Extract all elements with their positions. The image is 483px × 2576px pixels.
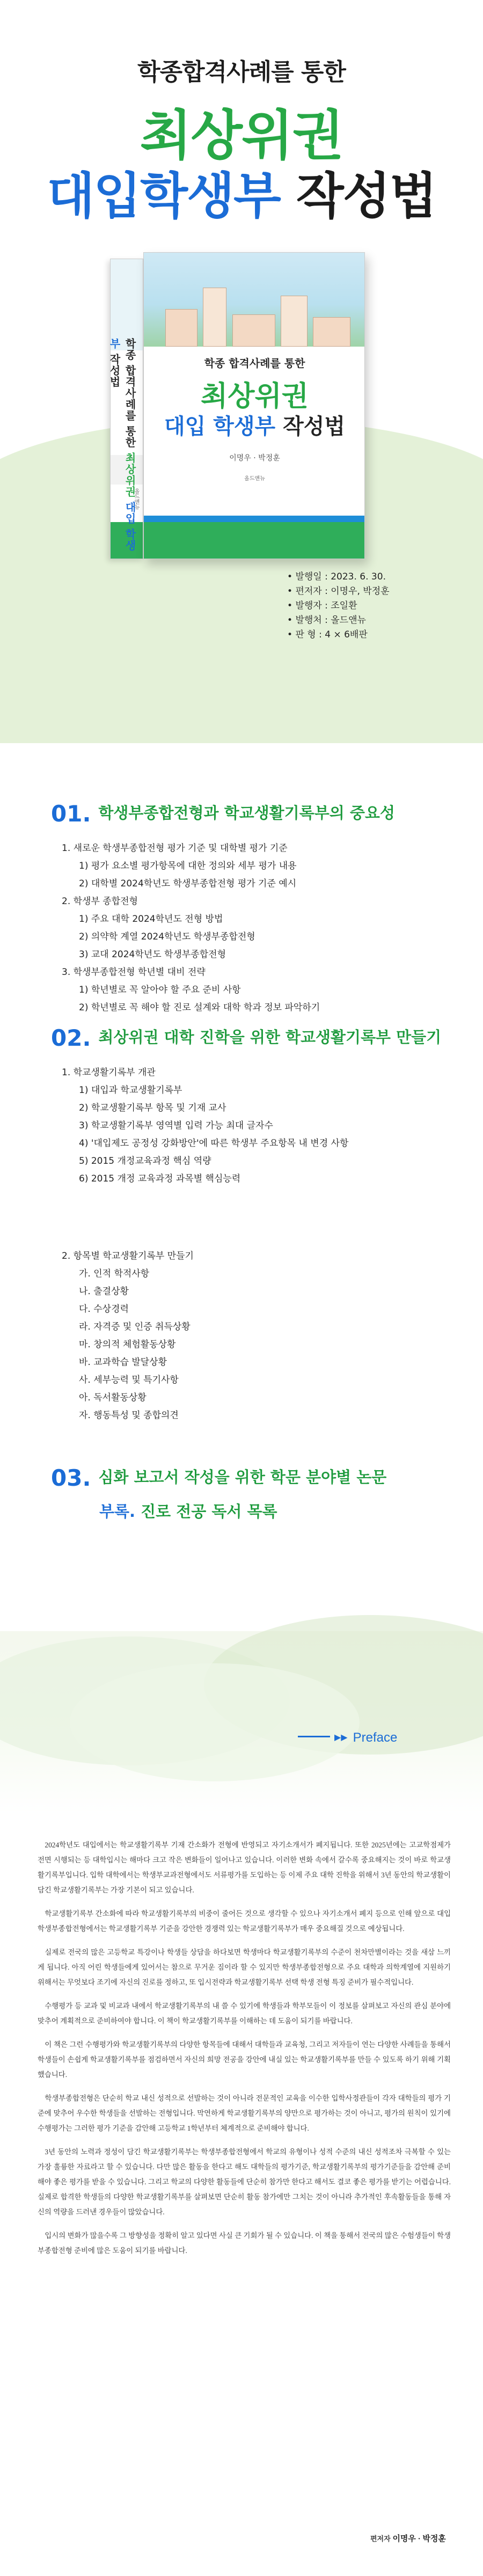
preface-paragraph: 입시의 변화가 많을수록 그 방향성을 정확히 알고 있다면 사실 큰 기회가 될 수 있습니다. 이 책을 통해서 전국의 많은 수험생들이 학생부종합전형 준비에 많은 도움이 되기를 바랍니다.: [38, 2232, 451, 2255]
hero-title-line2: [0, 157, 483, 227]
info-publisher: • 발행처 : 올드앤뉴: [287, 613, 390, 628]
appendix-title: 진로 전공 독서 목록: [141, 1502, 277, 1521]
hero-section: [0, 0, 483, 743]
book-image: [110, 252, 365, 553]
toc-item: 3. 학생부종합전형 학년별 대비 전략: [62, 967, 206, 978]
toc-item: 다. 수상경력: [79, 1304, 129, 1315]
spine-title-dark: 작성법: [108, 353, 121, 387]
preface-paragraph: 학생부종합전형은 단순히 학교 내신 성적으로 선발하는 것이 아니라 전문적인 교육을 이수한 입학사정관들이 각자 대학들의 평가 기준에 맞추어 우수한 학생들을 선발하는 전형입니다. 막연하게 학교생활기록부의 양만으로 평가하는 것이 아니고, 평가의 원칙이 있기에 수행평가는 그러한 평가 기준을 감안해 고등학교 1학년부터 체계적으로 준비해야 합니다.: [38, 2094, 451, 2132]
toc-item: 2. 항목별 학교생활기록부 만들기: [62, 1251, 194, 1261]
toc-section-1-heading: [51, 801, 395, 827]
toc-item: 사. 세부능력 및 특기사항: [79, 1375, 179, 1385]
toc-item: 라. 자격증 및 인증 취득상황: [79, 1322, 191, 1332]
toc-item: 아. 독서활동상황: [79, 1392, 147, 1403]
arrow-icon: ▶▶: [334, 1733, 348, 1742]
book-info-list: [287, 570, 390, 642]
preface-paragraph: 이 책은 그런 수행평가와 학교생활기록부의 다양한 항목들에 대해서 대학들과 교육청, 그리고 저자들이 연는 다양한 사례들을 통해서 학생들이 손쉽게 학교생활기록부를 점검하면서 자신의 희망 전공을 강안에 내실 있는 학교생활기록부를 만들 수 있도록 하기 위해 기획했습니다.: [38, 2041, 451, 2079]
spine-title-green: 최상위권: [123, 452, 136, 497]
cover-authors: 이명우 · 박정훈: [229, 454, 280, 463]
cover-illustration: [144, 253, 365, 347]
toc-item: 2) 대학별 2024학년도 학생부종합전형 평가 기준 예시: [79, 878, 297, 889]
toc-section-1-list: [62, 840, 320, 1017]
toc-item: 2) 학교생활기록부 항목 및 기재 교사: [79, 1103, 226, 1113]
cover-title-line1: 최상위권: [201, 380, 309, 413]
toc-item: 바. 교과학습 발달상황: [79, 1357, 167, 1368]
toc-item: 2) 의약학 계열 2024학년도 학생부종합전형: [79, 931, 255, 942]
toc-item: 6) 2015 개정 교육과정 과목별 핵심능력: [79, 1173, 241, 1184]
section-number: 01.: [51, 801, 91, 827]
toc-appendix-heading: [99, 1500, 277, 1522]
preface-paragraph: 실제로 전국의 많은 고등학교 특강이나 학생들 상담을 하다보면 학생마다 학교생활기록부의 수준이 천차만별이라는 것을 새삼 느끼게 됩니다. 아직 어린 학생들에게 있어서는 참으로 무거운 짐이라 할 수 있지만 학생부종합전형으로 주요 대학과 의학계열에 지원하기 위해서는 무엇보다 조기에 자신의 진로를 정하고, 또 입시전략과 학교생활기록부 선택 학생 전형 특징 준비가 필수적입니다.: [38, 1948, 451, 1986]
section-number: 03.: [51, 1465, 91, 1491]
book-spine-title: [108, 338, 138, 553]
spine-title-blue: 대입 학생부: [108, 338, 136, 551]
signature-names: 이명우 · 박정훈: [392, 2535, 446, 2543]
preface-paragraph: 학교생활기록부 간소화에 따라 학교생활기록부의 비중이 줄어든 것으로 생각할 수 있으나 자기소개서 폐지 등으로 인해 앞으로 대입 학생부종합전형에서는 학교생활기록부 기준을 강안한 경쟁력 있는 학교생활기록부가 매우 중요해질 것으로 예상됩니다.: [38, 1910, 451, 1933]
info-date: • 발행일 : 2023. 6. 30.: [287, 570, 390, 584]
preface-paragraph: 수행평가 등 교과 및 비교과 내에서 학교생활기록부의 내 쓸 수 있기에 학생들과 학부모들이 이 정보를 살펴보고 자신의 관심 분야에 맞추어 계획적으로 준비하여야 합니다. 이 책이 학교생활기록부를 이해하는 데 도움이 되기를 바랍니다.: [38, 2002, 451, 2025]
toc-item: 가. 인적 학적사항: [79, 1268, 150, 1279]
preface-heading-text: Preface: [353, 1730, 398, 1745]
preface-body: [38, 1838, 451, 2267]
hero-title-blue: 대입학생부: [47, 167, 280, 225]
toc-item: 3) 학교생활기록부 영역별 입력 가능 최대 글자수: [79, 1120, 273, 1131]
spine-publisher: 올드앤뉴: [133, 488, 139, 510]
toc-section-2-list-b: [62, 1247, 194, 1425]
book-cover: [143, 252, 365, 559]
info-editor: • 편저자 : 이명우, 박정훈: [287, 584, 390, 599]
toc-item: 1) 대입과 학교생활기록부: [79, 1085, 182, 1096]
preface-signature: [370, 2533, 446, 2544]
toc-section-2-list-a: [62, 1064, 348, 1188]
toc-item: 1) 주요 대학 2024학년도 전형 방법: [79, 914, 223, 924]
cover-bottom-band: [144, 516, 365, 559]
info-publisher-person: • 발행자 : 조일환: [287, 599, 390, 613]
section-number: 02.: [51, 1025, 91, 1051]
cover-title-dark: 작성법: [283, 414, 345, 439]
cover-publisher-logo: 올드앤뉴: [244, 476, 265, 482]
toc-item: 1. 학교생활기록부 개관: [62, 1067, 156, 1078]
toc-item: 2. 학생부 종합전형: [62, 896, 138, 907]
toc-item: 자. 행동특성 및 종합의견: [79, 1410, 179, 1421]
appendix-label: 부록.: [99, 1502, 136, 1521]
cover-title-blue: 대입 학생부: [164, 414, 276, 439]
toc-section-2-heading: [51, 1025, 441, 1051]
hero-title-line1: 최상위권: [140, 104, 343, 167]
info-format: • 판 형 : 4 × 6배판: [287, 628, 390, 642]
toc-item: 나. 출결상황: [79, 1286, 129, 1297]
preface-heading: [298, 1730, 397, 1745]
toc-item: 3) 교대 2024학년도 학생부종합전형: [79, 949, 226, 960]
section-title: 최상위권 대학 진학을 위한 학교생활기록부 만들기: [98, 1028, 442, 1046]
toc-item: 1. 새로운 학생부종합전형 평가 기준 및 대학별 평가 기준: [62, 843, 288, 854]
signature-prefix: 편저자: [370, 2535, 391, 2543]
hero-title-dark: 작성법: [296, 167, 436, 225]
section-title: 심화 보고서 작성을 위한 학문 분야별 논문: [98, 1468, 387, 1486]
preface-paragraph: 2024학년도 대입에서는 학교생활기록부 기재 간소화가 전형에 반영되고 자기소개서가 폐지됩니다. 또한 2025년에는 고교학점제가 전면 시행되는 등 대학입시는 해마다 크고 작은 변화들이 일어나고 있습니다. 이러한 변화 속에서 갈수록 중요해지는 것이 바로 학교생활기록부입니다. 입학 대학에서는 학생부교과전형에서도 서류평가를 도입하는 등 이제 주요 대학 진학을 위해서 3년 동안의 학교생활이 담긴 학교생활기록부는 가장 기본이 되고 있습니다.: [38, 1841, 451, 1894]
section-title: 학생부종합전형과 학교생활기록부의 중요성: [98, 804, 395, 822]
toc-item: 마. 창의적 체험활동상황: [79, 1339, 176, 1350]
toc-item: 2) 학년별로 꼭 해야 할 진로 설계와 대학 학과 정보 파악하기: [79, 1002, 320, 1013]
cover-title-line2: [144, 409, 365, 440]
toc-section-3-heading: [51, 1465, 386, 1491]
toc-item: 1) 평가 요소별 평가항목에 대한 정의와 세부 평가 내용: [79, 861, 297, 871]
toc-item: 4) '대입제도 공정성 강화방안'에 따른 학생부 주요항목 내 변경 사항: [79, 1138, 349, 1149]
toc-item: 5) 2015 개정교육과정 핵심 역량: [79, 1156, 211, 1166]
cover-subtitle: 학종 합격사례를 통한: [204, 357, 305, 370]
spine-subtitle: 학종 합격사례를 통한: [123, 338, 136, 448]
toc-item: 1) 학년별로 꼭 알아야 할 주요 준비 사항: [79, 985, 241, 995]
preface-paragraph: 3년 동안의 노력과 정성이 담긴 학교생활기록부는 학생부종합전형에서 학교의 유형이나 성적 수준의 내신 성적조차 극복할 수 있는 가장 훌륭한 자료라고 할 수 있습니다. 다만 많은 활동을 한다고 해도 대학들의 평가기준, 학교생활기록부의 평가기준들을 감안해 준비해야 좋은 평가를 받을 수 있습니다. 그리고 학교의 다양한 활동들에 단순히 참가만 한다고 해서도 결코 좋은 평가를 받기는 어렵습니다. 실제로 합격한 학생들의 다양한 학교생활기록부를 살펴보면 단순히 활동 참가에만 그치는 것이 아니라 추가적인 후속활동들을 통해 자신의 역량을 드러낸 경우들이 많았습니다.: [38, 2148, 451, 2216]
hero-subtitle: 학종합격사례를 통한: [137, 58, 346, 86]
divider-line: [298, 1736, 330, 1737]
preface-banner: [0, 1631, 483, 1814]
